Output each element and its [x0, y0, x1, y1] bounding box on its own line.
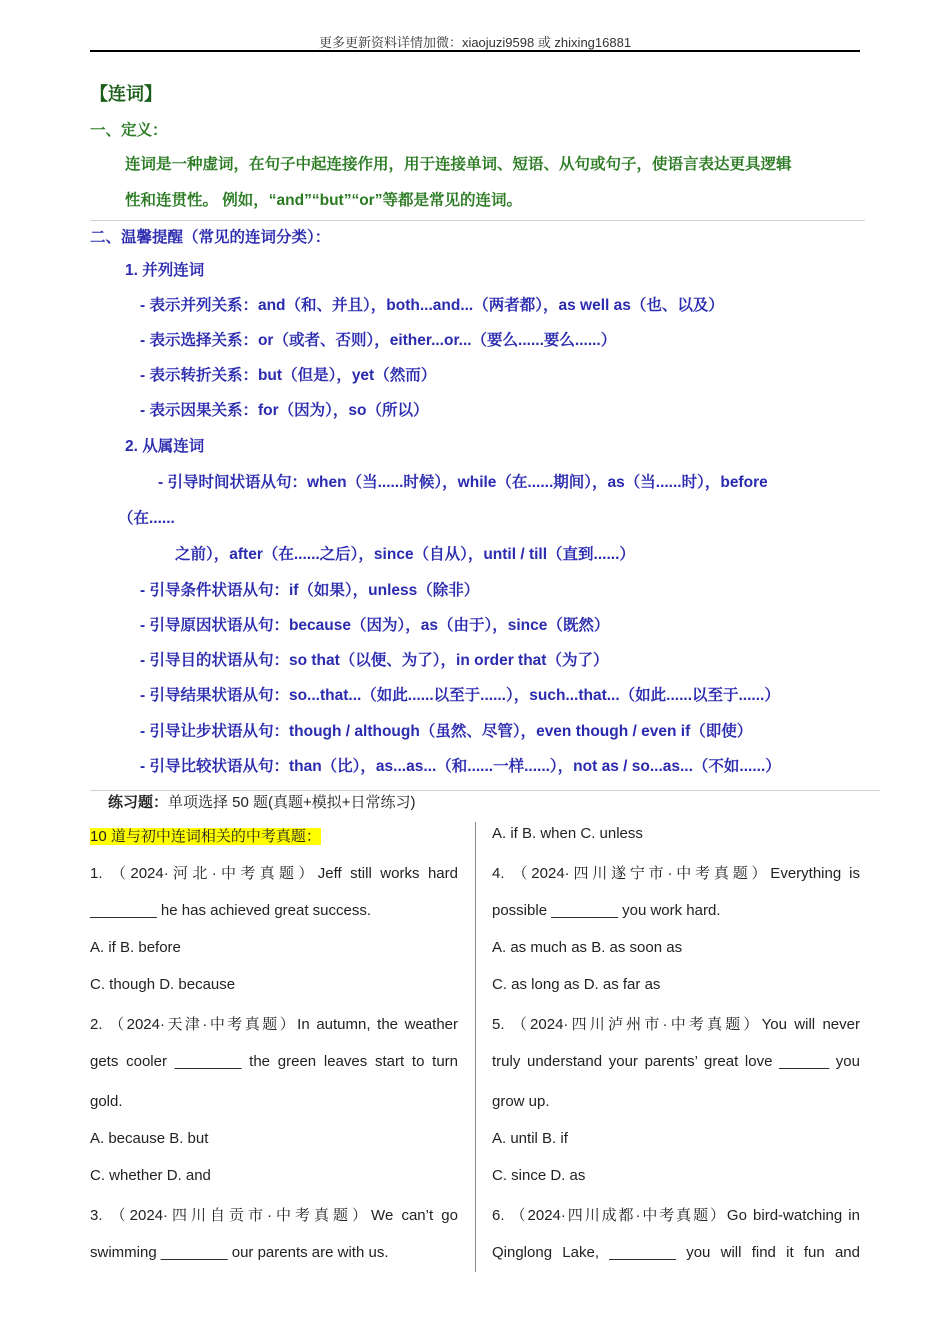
question-2-stem-end: gold.: [90, 1093, 123, 1110]
question-5-stem: 5. （2024·四川泸州市·中考真题）You will never: [492, 1016, 860, 1033]
subordinating-item: - 引导让步状语从句：though / although（虽然、尽管），even though / even if（即使）: [140, 723, 753, 740]
subordinating-item: - 引导条件状语从句：if（如果），unless（除非）: [140, 582, 480, 599]
question-6-stem-cont: Qinglong Lake, ________ you will find it fun and: [492, 1244, 860, 1261]
coordinating-item: - 表示并列关系：and（和、并且），both...and...（两者都），as well as（也、以及）: [140, 297, 724, 314]
practice-label: [108, 791, 416, 812]
definition-line-1: 连词是一种虚词，在句子中起连接作用，用于连接单词、短语、从句或句子，使语言表达更具逻辑: [125, 156, 792, 173]
coordinating-item: - 表示选择关系：or（或者、否则），either...or...（要么......要么......）: [140, 332, 617, 349]
question-1-options: A. if B. before: [90, 939, 181, 956]
question-1-options: C. though D. because: [90, 976, 236, 993]
question-1-stem-cont: ________ he has achieved great success.: [90, 902, 372, 919]
time-clause-line-1: - 引导时间状语从句：when（当......时候），while（在......期间），as（当......时），before: [158, 474, 768, 491]
question-4-options: A. as much as B. as soon as: [492, 939, 683, 956]
coordinating-item: - 表示转折关系：but（但是），yet（然而）: [140, 367, 437, 384]
subordinating-item: - 引导原因状语从句：because（因为），as（由于），since（既然）: [140, 617, 610, 634]
question-3-options: A. if B. when C. unless: [492, 825, 643, 842]
question-2-stem: 2. （2024·天津·中考真题）In autumn, the weather: [90, 1016, 458, 1033]
question-3-stem-cont: swimming ________ our parents are with us.: [90, 1244, 389, 1261]
question-2-options: C. whether D. and: [90, 1167, 211, 1184]
question-2-options: A. because B. but: [90, 1130, 209, 1147]
time-clause-line-2: （在......: [118, 510, 175, 527]
questions-intro-text: 10 道与初中连词相关的中考真题：: [90, 828, 321, 845]
coordinating-item: - 表示因果关系：for（因为），so（所以）: [140, 402, 429, 419]
column-divider: [475, 822, 476, 1272]
question-4-stem-cont: possible ________ you work hard.: [492, 902, 721, 919]
question-5-options: C. since D. as: [492, 1167, 586, 1184]
time-clause-line-3: 之前），after（在......之后），since（自从），until / till（直到......）: [175, 546, 635, 563]
question-4-options: C. as long as D. as far as: [492, 976, 661, 993]
coordinating-heading: 1. 并列连词: [125, 262, 205, 279]
subordinating-item: - 引导比较状语从句：than（比），as...as...（和......一样......），not as / so...as...（不如......）: [140, 758, 781, 775]
question-5-options: A. until B. if: [492, 1130, 568, 1147]
header-divider: [90, 50, 860, 52]
practice-label-bold: 练习题：: [108, 794, 169, 811]
page-header: 更多更新资料详情加微：xiaojuzi9598 或 zhixing16881: [318, 35, 632, 50]
definition-line-2: 性和连贯性。 例如，“and”“but”“or”等都是常见的连词。: [125, 192, 522, 209]
subordinating-item: - 引导结果状语从句：so...that...（如此......以至于......），such...that...（如此......以至于......）: [140, 687, 780, 704]
question-5-stem-cont: truly understand your parents’ great love ______ you: [492, 1053, 860, 1070]
question-5-stem-end: grow up.: [492, 1093, 550, 1110]
tips-heading: 二、温馨提醒（常见的连词分类）：: [90, 229, 331, 246]
question-3-stem: 3. （2024·四川自贡市·中考真题）We can’t go: [90, 1207, 458, 1224]
section-divider: [90, 220, 865, 221]
question-6-stem: 6. （2024·四川成都·中考真题）Go bird-watching in: [492, 1207, 860, 1224]
subordinating-item: - 引导目的状语从句：so that（以便、为了），in order that（为了）: [140, 652, 609, 669]
question-4-stem: 4. （2024·四川遂宁市·中考真题）Everything is: [492, 865, 860, 882]
questions-intro: [90, 825, 321, 846]
page-title: 【连词】: [90, 84, 162, 104]
subordinating-heading: 2. 从属连词: [125, 438, 205, 455]
practice-label-rest: 单项选择 50 题(真题+模拟+日常练习): [168, 794, 416, 811]
question-1-stem: 1. （2024·河北·中考真题）Jeff still works hard: [90, 865, 458, 882]
definition-heading: 一、定义：: [90, 122, 168, 139]
question-2-stem-cont: gets cooler ________ the green leaves start to turn: [90, 1053, 458, 1070]
